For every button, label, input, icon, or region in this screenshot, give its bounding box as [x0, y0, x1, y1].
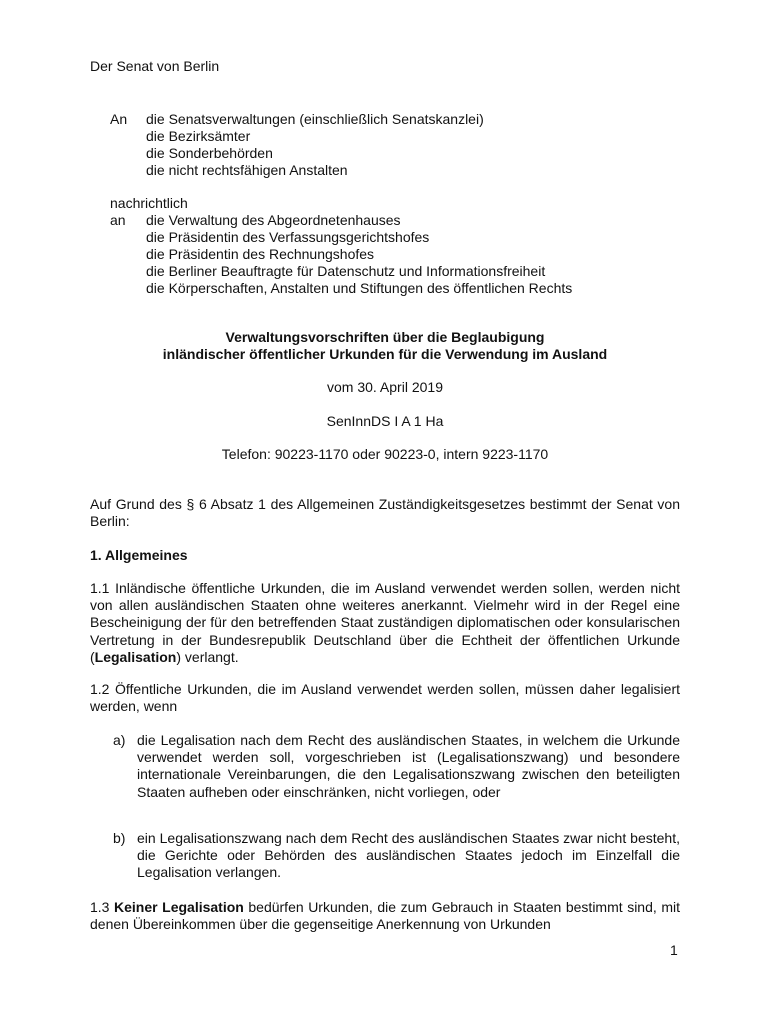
section-heading: 1. Allgemeines — [90, 547, 188, 563]
list-item-b: ein Legalisationszwang nach dem Recht des ausländischen Staates zwar nicht besteht, die Gerichte oder Behörden des ausländischen Staates jedoch im Einzelfall die Legalisation verlangen. — [137, 830, 680, 881]
document-title-line2: inländischer öffentlicher Urkunden für die Verwendung im Ausland — [162, 346, 608, 362]
cc-item: die Verwaltung des Abgeordnetenhauses — [146, 212, 401, 228]
paragraph-1-2: 1.2 Öffentliche Urkunden, die im Ausland verwendet werden sollen, müssen daher legalisiert werden, wenn — [90, 681, 680, 715]
preamble: Auf Grund des § 6 Absatz 1 des Allgemeinen Zuständigkeitsgesetzes bestimmt der Senat von Berlin: — [90, 496, 680, 530]
addressee-item: die Bezirksämter — [146, 128, 251, 144]
list-label-a: a) — [113, 732, 126, 748]
phone-line: Telefon: 90223-1170 oder 90223-0, intern 9223-1170 — [221, 446, 549, 462]
addressee-item: die nicht rechtsfähigen Anstalten — [146, 162, 348, 178]
paragraph-1-3: 1.3 Keiner Legalisation bedürfen Urkunden, die zum Gebrauch in Staaten bestimmt sind, mit denen Übereinkommen über die gegenseitige Anerkennung von Urkunden — [90, 899, 680, 933]
cc-label-an: an — [110, 212, 126, 228]
cc-item: die Körperschaften, Anstalten und Stiftungen des öffentlichen Rechts — [146, 280, 573, 296]
bold-term-keiner-legalisation: Keiner Legalisation — [114, 899, 244, 915]
addressee-item: die Senatsverwaltungen (einschließlich Senatskanzlei) — [146, 111, 484, 127]
page-number: 1 — [670, 942, 678, 958]
sender: Der Senat von Berlin — [90, 58, 220, 74]
document-date: vom 30. April 2019 — [327, 379, 443, 395]
addressee-label: An — [110, 111, 128, 127]
list-item-a: die Legalisation nach dem Recht des ausländischen Staates, in welchem die Urkunde verwendet werden soll, vorgeschrieben ist (Legalisationszwang) und besondere internationale Vereinbarungen, die den Legalisationszwang zwischen den beteiligten Staaten aufheben oder einschränken, nicht vorliegen, oder — [137, 732, 680, 800]
cc-item: die Berliner Beauftragte für Datenschutz und Informationsfreiheit — [146, 263, 546, 279]
bold-term-legalisation: Legalisation — [94, 648, 177, 665]
cc-item: die Präsidentin des Verfassungsgerichtshofes — [146, 229, 430, 245]
document-title-line1: Verwaltungsvorschriften über die Beglaubigung — [225, 329, 545, 345]
list-label-b: b) — [113, 830, 126, 846]
reference-code: SenInnDS I A 1 Ha — [326, 413, 444, 429]
cc-label-nachrichtlich: nachrichtlich — [110, 195, 188, 211]
cc-item: die Präsidentin des Rechnungshofes — [146, 246, 375, 262]
paragraph-1-1: 1.1 Inländische öffentliche Urkunden, die im Ausland verwendet werden sollen, werden nicht von allen ausländischen Staaten ohne weiteres anerkannt. Vielmehr wird in der Regel eine Bescheinigung der für den betreffenden Staat zuständigen diplomatischen oder konsularischen Vertretung in der Bundesrepublik Deutschland über die Echtheit der öffentlichen Urkunde (Legalisation) verlangt. — [90, 580, 680, 665]
addressee-item: die Sonderbehörden — [146, 145, 273, 161]
